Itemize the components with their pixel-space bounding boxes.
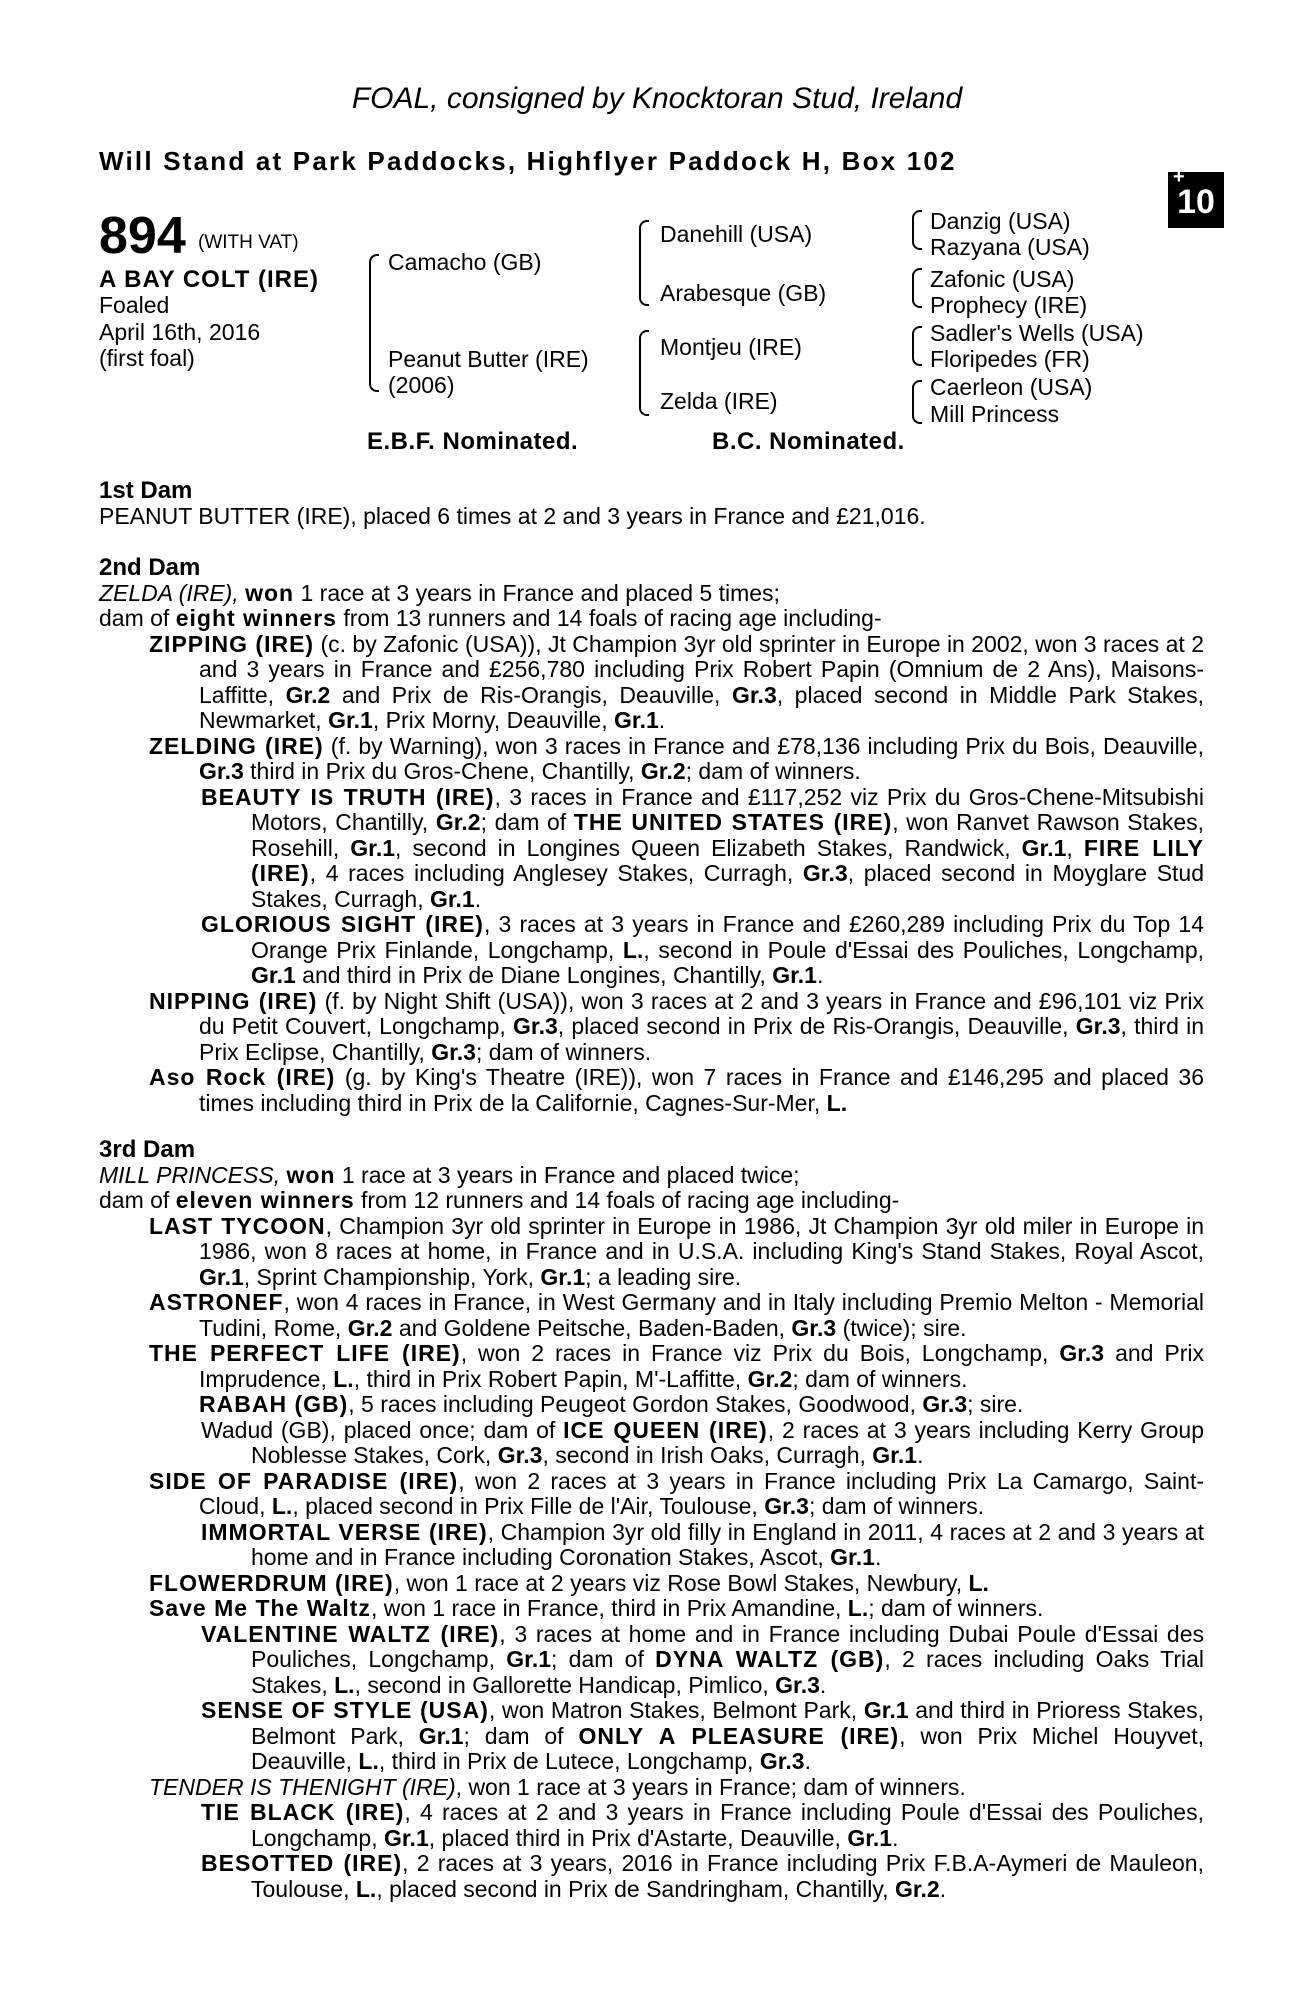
consignor-line: FOAL, consigned by Knocktoran Stud, Ireland <box>351 82 963 115</box>
text-run: ; dam of winners. <box>868 1595 1044 1621</box>
produce-sense-of-style <box>99 1698 1204 1775</box>
horse-zelding: ZELDING (IRE) <box>149 732 324 759</box>
horse-beauty-is-truth: BEAUTY IS TRUTH (IRE) <box>201 783 495 810</box>
second-dam-line2 <box>99 606 1204 632</box>
bc-nominated: B.C. Nominated. <box>712 428 905 455</box>
grade: Gr.3 <box>431 1038 476 1065</box>
zelda-record: 1 race at 3 years in France and placed 5 times; <box>294 579 780 606</box>
horse-aso-rock: Aso Rock (IRE) <box>149 1064 336 1090</box>
grade: Gr.3 <box>791 1314 837 1341</box>
brace-sire <box>639 220 649 306</box>
grade: Gr.3 <box>731 681 777 708</box>
winners-count: eight winners <box>175 605 337 631</box>
text-run: , Champion 3yr old sprinter in Europe in 1986, Jt Champion 3yr old miler in Europe in 1986, won 8 races at home, in France and in U.S.A. including King's Stand Stakes, Royal Ascot, <box>199 1212 1204 1264</box>
horse-last-tycoon: LAST TYCOON <box>149 1212 326 1239</box>
grade: Gr.2 <box>347 1314 393 1341</box>
third-dam-line1 <box>99 1163 1204 1189</box>
text-run: , placed second in Middle Park Stakes, Newmarket, <box>199 681 1204 733</box>
dam-sire: Montjeu (IRE) <box>660 334 802 360</box>
text-run: , 3 races at 3 years in France and £260,289 including Prix du Top 14 Orange Prix Finlande, Longchamp, <box>251 911 1204 963</box>
text-run: , third in Prix Robert Papin, M'-Laffitte, <box>353 1365 748 1392</box>
brace-dam <box>639 330 649 416</box>
horse-only-a-pleasure: ONLY A PLEASURE (IRE) <box>578 1722 900 1749</box>
horse-the-perfect-life: THE PERFECT LIFE (IRE) <box>149 1340 461 1366</box>
text-run: , placed second in Prix de Ris-Orangis, Deauville, <box>557 1013 1076 1039</box>
horse-name: A BAY COLT (IRE) <box>99 266 320 293</box>
produce-immortal-verse <box>99 1520 1204 1571</box>
first-dam-text: PEANUT BUTTER (IRE), placed 6 times at 2 and 3 years in France and £21,016. <box>99 502 926 529</box>
dam-year: (2006) <box>388 372 455 398</box>
text-run: . <box>939 1875 947 1902</box>
brace-ds <box>912 326 922 366</box>
listed: L. <box>826 1089 848 1116</box>
text-run: and third in Prix de Diane Longines, Chantilly, <box>295 962 773 988</box>
text-run: , won 1 race in France, third in Prix Amandine, <box>370 1595 848 1621</box>
grade: Gr.1 <box>506 1646 552 1672</box>
horse-rabah: RABAH (GB) <box>199 1391 349 1417</box>
horse-tie-black: TIE BLACK (IRE) <box>201 1799 405 1825</box>
text-run: , 5 races including Peugeot Gordon Stakes, Goodwood, <box>348 1391 923 1417</box>
horse-nipping: NIPPING (IRE) <box>149 987 318 1014</box>
text-run: ; dam of <box>463 1722 579 1749</box>
text-run: , second in Irish Oaks, Curragh, <box>542 1442 873 1468</box>
produce-valentine-waltz <box>99 1622 1204 1699</box>
text-run: , 3 races at home and in France including Dubai Poule d'Essai des Pouliches, Longchamp, <box>251 1620 1204 1672</box>
text-run: , placed second in Moyglare Stud Stakes, Curragh, <box>251 860 1205 912</box>
stabling-line: Will Stand at Park Paddocks, Highflyer Paddock H, Box 102 <box>99 146 957 176</box>
grade: Gr.3 <box>1059 1340 1105 1366</box>
grade: Gr.3 <box>513 1013 558 1039</box>
horse-the-united-states: THE UNITED STATES (IRE) <box>573 809 893 835</box>
first-dam-heading: 1st Dam <box>99 477 193 504</box>
listed: L. <box>968 1569 989 1596</box>
listed: L. <box>622 936 644 963</box>
text-run: , second in Gallorette Handicap, Pimlico, <box>354 1671 776 1698</box>
won-text: won <box>286 1161 336 1188</box>
gg-sdd: Prophecy (IRE) <box>930 292 1088 318</box>
grade: Gr.1 <box>830 1544 875 1570</box>
text-run: , third in Prix Eclipse, Chantilly, <box>199 1013 1204 1065</box>
horse-immortal-verse: IMMORTAL VERSE (IRE) <box>201 1518 488 1545</box>
gg-dss: Sadler's Wells (USA) <box>930 320 1144 346</box>
third-dam-section <box>99 1137 1204 1902</box>
produce-tie-black <box>99 1800 1204 1851</box>
text-run: , won Matron Stakes, Belmont Park, <box>488 1697 864 1723</box>
text-run: (g. by King's Theatre (IRE)), won 7 races in France and £146,295 and placed 36 times including third in Prix de la Californie, Cagnes-Sur-Mer, <box>199 1064 1204 1116</box>
lot-number: 894 <box>99 207 186 265</box>
text-run: , second in Poule d'Essai des Pouliches, Longchamp, <box>643 936 1204 963</box>
foaled-date: April 16th, 2016 <box>99 319 261 345</box>
mill-princess-record: 1 race at 3 years in France and placed twice; <box>335 1161 800 1188</box>
produce-last-tycoon <box>99 1214 1204 1291</box>
sire-sire: Danehill (USA) <box>660 221 813 247</box>
text-run: , second in Longines Queen Elizabeth Stakes, Randwick, <box>395 834 1022 861</box>
brace-dd <box>912 380 922 424</box>
text-run: Wadud (GB), placed once; dam of <box>201 1416 564 1443</box>
text-run: ; dam of winners. <box>792 1365 968 1392</box>
text-run: (c. by Zafonic (USA)), Jt Champion 3yr old sprinter in Europe in 2002, won 3 races at 2 and 3 years in France and £256,780 including Prix Robert Papin (Omnium de 2 Ans), Maisons-Laffitte, <box>199 630 1205 708</box>
won-text: won <box>245 579 295 606</box>
text-run: ; dam of winners. <box>808 1493 985 1519</box>
grade: Gr.1 <box>199 1263 244 1290</box>
dam-dam: Zelda (IRE) <box>660 388 778 414</box>
gg-dsd: Floripedes (FR) <box>930 346 1090 372</box>
listed: L. <box>358 1748 379 1774</box>
grade: Gr.1 <box>429 885 475 912</box>
grade: Gr.2 <box>640 758 686 784</box>
text-run: ; sire. <box>967 1391 1024 1417</box>
winners-detail: from 13 runners and 14 foals of racing age including- <box>336 605 882 631</box>
second-dam-heading: 2nd Dam <box>99 554 201 581</box>
produce-glorious-sight <box>99 912 1204 989</box>
produce-side-of-paradise <box>99 1469 1204 1520</box>
text-run: , placed second in Prix de Sandringham, Chantilly, <box>376 1875 895 1902</box>
text-run: and Prix Imprudence, <box>199 1340 1205 1392</box>
text-run: , placed third in Prix d'Astarte, Deauville, <box>428 1824 848 1851</box>
grade: Gr.1 <box>847 1824 893 1851</box>
listed: L. <box>333 1365 354 1392</box>
text-run: . <box>874 1544 882 1570</box>
horse-besotted: BESOTTED (IRE) <box>201 1850 403 1876</box>
grade: Gr.3 <box>199 758 244 784</box>
sire-name: Camacho (GB) <box>388 249 542 275</box>
third-dam-line2 <box>99 1188 1204 1214</box>
horse-fire-lily: FIRE LILY (IRE) <box>251 834 1204 886</box>
grade: Gr.1 <box>251 962 296 988</box>
horse-glorious-sight: GLORIOUS SIGHT (IRE) <box>201 911 484 937</box>
text-run: ; dam of <box>480 809 574 835</box>
produce-flowerdrum <box>99 1571 1204 1597</box>
grade: Gr.1 <box>350 834 396 861</box>
text-run: (twice); sire. <box>836 1314 967 1341</box>
text-run: ; dam of winners. <box>685 758 861 784</box>
grade: Gr.2 <box>894 1875 940 1902</box>
grade: Gr.2 <box>747 1365 793 1392</box>
text-run: ; dam of <box>551 1646 656 1672</box>
text-run: , 4 races including Anglesey Stakes, Curragh, <box>309 860 803 886</box>
text-run: . <box>804 1748 811 1774</box>
dam-name-mill-princess: MILL PRINCESS, <box>99 1161 287 1188</box>
text-run: , 2 races at 3 years, 2016 in France including Prix F.B.A-Aymeri de Mauleon, Toulouse, <box>251 1850 1204 1902</box>
horse-sense-of-style: SENSE OF STYLE (USA) <box>201 1697 489 1723</box>
listed: L. <box>355 1875 377 1902</box>
text-run: , won Ranvet Rawson Stakes, Rosehill, <box>251 809 1204 861</box>
badge-plus: + <box>1173 166 1185 188</box>
grade: Gr.1 <box>540 1263 586 1290</box>
gg-sss: Danzig (USA) <box>930 208 1071 234</box>
horse-save-me-the-waltz: Save Me The Waltz <box>149 1595 371 1621</box>
text-run: , Prix Morny, Deauville, <box>372 707 614 733</box>
produce-rabah <box>99 1392 1204 1418</box>
gg-dds: Caerleon (USA) <box>930 374 1093 400</box>
horse-valentine-waltz: VALENTINE WALTZ (IRE) <box>201 1620 500 1647</box>
text-run: (f. by Night Shift (USA)), won 3 races at 2 and 3 years in France and £96,101 viz Prix du Petit Couvert, Longchamp, <box>199 987 1205 1039</box>
grade: Gr.2 <box>435 809 481 835</box>
winners-detail: from 12 runners and 14 foals of racing age including- <box>354 1187 900 1213</box>
text-run: . <box>474 885 482 912</box>
text-run: . <box>917 1442 924 1468</box>
horse-dyna-waltz: DYNA WALTZ (GB) <box>655 1646 885 1672</box>
dam-name-zelda: ZELDA (IRE), <box>99 579 246 606</box>
grade: Gr.3 <box>764 1493 809 1519</box>
text-run: , Champion 3yr old filly in England in 2011, 4 races at 2 and 3 years at home and in France including Coronation Stakes, Ascot, <box>251 1518 1204 1570</box>
grade: Gr.1 <box>772 962 817 988</box>
text-run: (f. by Warning), won 3 races in France and £78,136 including Prix du Bois, Deauville, <box>323 732 1204 759</box>
grade: Gr.1 <box>383 1824 429 1851</box>
text-run: , won 2 races at 3 years in France including Prix La Camargo, Saint-Cloud, <box>199 1467 1204 1519</box>
listed: L. <box>847 1595 869 1621</box>
gg-ssd: Razyana (USA) <box>930 234 1090 260</box>
ebf-nominated: E.B.F. Nominated. <box>367 428 579 455</box>
text-run: , 3 races in France and £117,252 viz Prix du Gros-Chene-Mitsubishi Motors, Chantilly, <box>251 783 1204 835</box>
second-dam-section <box>99 555 1204 1116</box>
horse-flowerdrum: FLOWERDRUM (IRE) <box>149 1569 394 1596</box>
horse-side-of-paradise: SIDE OF PARADISE (IRE) <box>149 1467 459 1494</box>
vat-note: (WITH VAT) <box>198 232 299 253</box>
text-run: and third in Prioress Stakes, Belmont Park, <box>251 1697 1204 1749</box>
text-run: , won Prix Michel Houyvet, Deauville, <box>251 1722 1205 1774</box>
text-run: , won 2 races in France viz Prix du Bois, Longchamp, <box>460 1340 1060 1366</box>
produce-the-perfect-life <box>99 1341 1204 1392</box>
grade: Gr.3 <box>759 1748 805 1774</box>
grade: Gr.1 <box>872 1442 918 1468</box>
text-run: and Goldene Peitsche, Baden-Baden, <box>392 1314 792 1341</box>
text-run: , placed second in Prix Fille de l'Air, Toulouse, <box>292 1493 765 1519</box>
produce-wadud <box>99 1418 1204 1469</box>
dam-of-text: dam of <box>99 1187 176 1213</box>
text-run: , 2 races at 3 years including Kerry Group Noblesse Stakes, Cork, <box>251 1416 1205 1468</box>
sire-dam: Arabesque (GB) <box>660 280 827 306</box>
second-dam-line1 <box>99 581 1204 607</box>
grade: Gr.1 <box>1021 834 1067 861</box>
grade: Gr.1 <box>328 707 373 733</box>
grade: Gr.3 <box>922 1391 968 1417</box>
brace-sire-dam <box>369 254 379 392</box>
grade: Gr.3 <box>802 860 848 886</box>
brace-ss <box>912 210 922 250</box>
badge-number: 10 <box>1177 183 1215 221</box>
third-dam-heading: 3rd Dam <box>99 1136 196 1163</box>
text-run: , 4 races at 2 and 3 years in France including Poule d'Essai des Pouliches, Longchamp, <box>251 1799 1204 1851</box>
horse-tender-is-thenight: TENDER IS THENIGHT (IRE) <box>149 1773 456 1800</box>
listed: L. <box>271 1493 293 1519</box>
grade: Gr.2 <box>285 681 331 708</box>
brace-sd <box>912 268 922 308</box>
produce-astronef <box>99 1290 1204 1341</box>
grade: Gr.3 <box>775 1671 820 1698</box>
horse-zipping: ZIPPING (IRE) <box>149 630 315 657</box>
produce-tender-is-thenight <box>99 1775 1204 1801</box>
horse-ice-queen: ICE QUEEN (IRE) <box>563 1416 768 1443</box>
text-run: , <box>1066 834 1084 861</box>
grade: Gr.1 <box>863 1697 909 1723</box>
gg-ddd: Mill Princess <box>930 401 1060 427</box>
text-run: . <box>819 1671 827 1698</box>
produce-zipping <box>99 632 1204 734</box>
text-run: , won 1 race at 3 years in France; dam of winners. <box>455 1773 966 1800</box>
foal-note: (first foal) <box>99 345 195 371</box>
grade: Gr.1 <box>418 1722 464 1749</box>
produce-zelding <box>99 734 1204 785</box>
grade: Gr.1 <box>614 707 659 733</box>
text-run: , third in Prix de Lutece, Longchamp, <box>378 1748 760 1774</box>
text-run: . <box>658 707 666 733</box>
text-run: ; a leading sire. <box>585 1263 742 1290</box>
grade: Gr.3 <box>497 1442 543 1468</box>
dam-of-text: dam of <box>99 605 176 631</box>
page-number-badge <box>1168 166 1224 228</box>
first-dam-section <box>99 478 1204 529</box>
foaled-label: Foaled <box>99 292 170 318</box>
text-run: third in Prix du Gros-Chene, Chantilly, <box>243 758 641 784</box>
text-run: . <box>892 1824 899 1851</box>
text-run: and Prix de Ris-Orangis, Deauville, <box>330 681 732 708</box>
gg-sds: Zafonic (USA) <box>930 266 1075 292</box>
listed: L. <box>334 1671 355 1698</box>
text-run: . <box>816 962 824 988</box>
horse-astronef: ASTRONEF <box>149 1289 284 1315</box>
text-run: , won 4 races in France, in West Germany and in Italy including Premio Melton - Memorial Tudini, Rome, <box>199 1289 1204 1341</box>
dam-name: Peanut Butter (IRE) <box>388 346 589 372</box>
produce-save-me-the-waltz <box>99 1596 1204 1622</box>
winners-count: eleven winners <box>175 1187 355 1213</box>
grade: Gr.3 <box>1075 1013 1121 1039</box>
produce-nipping <box>99 989 1204 1066</box>
text-run: , 2 races including Oaks Trial Stakes, <box>251 1646 1205 1698</box>
produce-beauty-is-truth <box>99 785 1204 913</box>
produce-aso-rock <box>99 1065 1204 1116</box>
produce-besotted <box>99 1851 1204 1902</box>
text-run: ; dam of winners. <box>475 1038 652 1065</box>
text-run: , won 1 race at 2 years viz Rose Bowl Stakes, Newbury, <box>393 1569 969 1596</box>
text-run: , Sprint Championship, York, <box>243 1263 541 1290</box>
